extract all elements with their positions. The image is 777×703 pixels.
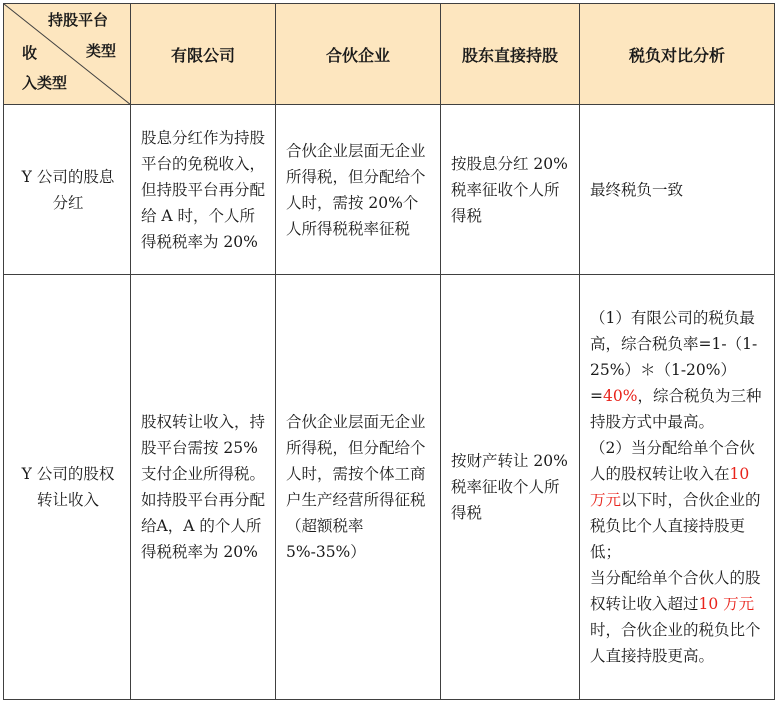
header-partnership: 合伙企业 xyxy=(276,4,441,105)
analysis-paragraph: （2）当分配给单个合伙人的股权转让收入在10 万元以下时，合伙企业的税负比个人直接持股更低； xyxy=(590,439,761,561)
header-tax-analysis: 税负对比分析 xyxy=(580,4,775,105)
partnership-cell: 合伙企业层面无企业所得税，但分配给个人时，需按 20%个人所得税税率征税 xyxy=(276,105,441,275)
row-label: Y 公司的股权转让收入 xyxy=(4,275,131,700)
partnership-cell: 合伙企业层面无企业所得税，但分配给个人时，需按个体工商户生产经营所得征税（超额税率 5%-35%） xyxy=(276,275,441,700)
limited-paragraph: 如持股平台再分配给A，A 的个人所得税税率为 20% xyxy=(141,491,266,561)
highlight-value: 40% xyxy=(603,387,638,405)
direct-holding-cell: 按财产转让 20%税率征收个人所得税 xyxy=(441,275,580,700)
direct-holding-cell: 按股息分红 20%税率征收个人所得税 xyxy=(441,105,580,275)
table-row xyxy=(4,275,775,700)
diag-top-label: 持股平台 xyxy=(48,11,109,29)
tax-comparison-table xyxy=(3,3,775,700)
table-row xyxy=(4,105,775,275)
limited-company-cell: 股息分红作为持股平台的免税收入，但持股平台再分配给 A 时，个人所得税税率为 20% xyxy=(131,105,276,275)
diag-mid-right-label: 类型 xyxy=(86,42,117,60)
limited-paragraph: 股权转让收入，持股平台需按 25%支付企业所得税。 xyxy=(141,413,266,483)
header-row xyxy=(4,4,775,105)
analysis-paragraph: （1）有限公司的税负最高，综合税负率=1-（1-25%）＊（1-20%）=40%，综合税负为三种持股方式中最高。 xyxy=(590,309,762,431)
analysis-cell: 最终税负一致 xyxy=(580,105,775,275)
row-label: Y 公司的股息分红 xyxy=(4,105,131,275)
diagonal-header-cell xyxy=(4,4,131,105)
diag-mid-left-label: 收 xyxy=(22,44,38,62)
highlight-value: 10 万元 xyxy=(590,465,750,509)
analysis-paragraph: 当分配给单个合伙人的股权转让收入超过10 万元时，合伙企业的税负比个人直接持股更高。 xyxy=(590,569,761,665)
analysis-cell xyxy=(580,275,775,700)
header-direct-holding: 股东直接持股 xyxy=(441,4,580,105)
limited-company-cell xyxy=(131,275,276,700)
diag-bottom-label: 入类型 xyxy=(22,74,68,92)
highlight-value: 10 万元 xyxy=(698,595,755,613)
header-limited-company: 有限公司 xyxy=(131,4,276,105)
